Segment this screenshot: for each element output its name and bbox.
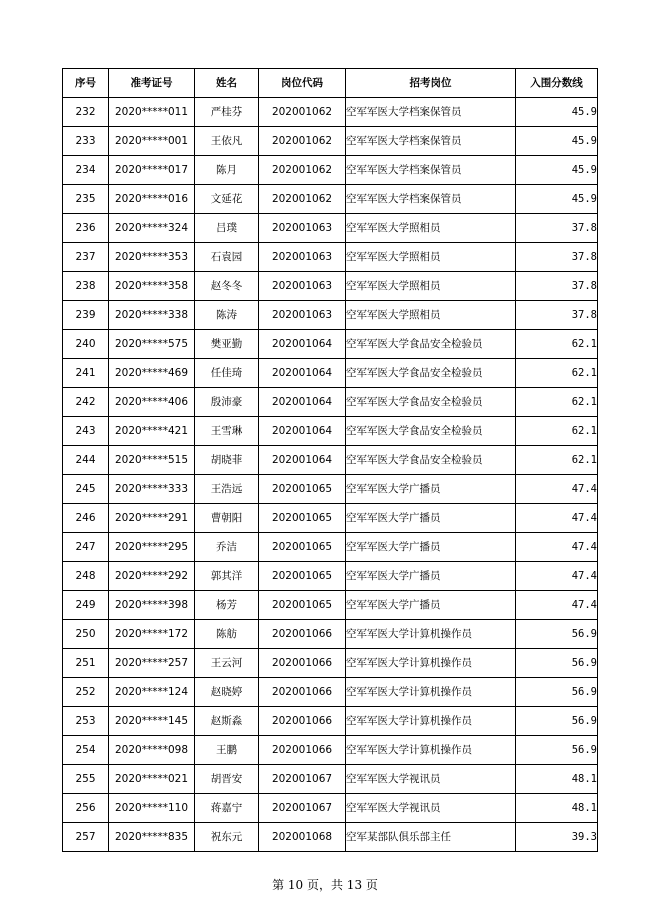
- cell-post: 空军军医大学计算机操作员: [346, 620, 516, 649]
- table-row: [63, 678, 598, 707]
- cell-post-code: 202001064: [259, 446, 346, 475]
- cell-post-code: 202001062: [259, 127, 346, 156]
- cell-post: 空军军医大学食品安全检验员: [346, 359, 516, 388]
- cell-post-code: 202001064: [259, 359, 346, 388]
- cell-name: 文延花: [195, 185, 259, 214]
- cell-seq: 254: [63, 736, 109, 765]
- cell-seq: 240: [63, 330, 109, 359]
- cell-name: 胡晋安: [195, 765, 259, 794]
- header-exam-id: 准考证号: [109, 69, 195, 98]
- cell-seq: 236: [63, 214, 109, 243]
- table-row: [63, 707, 598, 736]
- cell-post: 空军军医大学档案保管员: [346, 185, 516, 214]
- cell-seq: 233: [63, 127, 109, 156]
- cell-exam-id: 2020*****469: [109, 359, 195, 388]
- cell-score-line: 62.1: [516, 330, 598, 359]
- cell-exam-id: 2020*****333: [109, 475, 195, 504]
- cell-name: 殷沛豪: [195, 388, 259, 417]
- cell-name: 王鹏: [195, 736, 259, 765]
- cell-name: 严桂芬: [195, 98, 259, 127]
- cell-seq: 251: [63, 649, 109, 678]
- cell-name: 陈月: [195, 156, 259, 185]
- cell-name: 郭其洋: [195, 562, 259, 591]
- cell-seq: 237: [63, 243, 109, 272]
- cell-score-line: 47.4: [516, 533, 598, 562]
- cell-post: 空军军医大学照相员: [346, 243, 516, 272]
- cell-exam-id: 2020*****172: [109, 620, 195, 649]
- cell-exam-id: 2020*****011: [109, 98, 195, 127]
- cell-post: 空军军医大学档案保管员: [346, 98, 516, 127]
- cell-name: 赵斯淼: [195, 707, 259, 736]
- cell-post: 空军军医大学计算机操作员: [346, 678, 516, 707]
- cell-score-line: 62.1: [516, 359, 598, 388]
- cell-name: 王浩远: [195, 475, 259, 504]
- cell-score-line: 47.4: [516, 504, 598, 533]
- cell-name: 曹朝阳: [195, 504, 259, 533]
- cell-exam-id: 2020*****021: [109, 765, 195, 794]
- cell-exam-id: 2020*****406: [109, 388, 195, 417]
- cell-post: 空军军医大学食品安全检验员: [346, 446, 516, 475]
- table-header-row: [63, 69, 598, 98]
- cell-name: 杨芳: [195, 591, 259, 620]
- cell-name: 樊亚勤: [195, 330, 259, 359]
- cell-post-code: 202001065: [259, 591, 346, 620]
- cell-score-line: 45.9: [516, 156, 598, 185]
- cell-post-code: 202001068: [259, 823, 346, 852]
- cell-post: 空军军医大学计算机操作员: [346, 649, 516, 678]
- cell-post-code: 202001062: [259, 156, 346, 185]
- cell-exam-id: 2020*****358: [109, 272, 195, 301]
- header-post-code: 岗位代码: [259, 69, 346, 98]
- cell-post-code: 202001062: [259, 98, 346, 127]
- cell-score-line: 47.4: [516, 562, 598, 591]
- cell-post-code: 202001063: [259, 243, 346, 272]
- cell-exam-id: 2020*****398: [109, 591, 195, 620]
- table-row: [63, 765, 598, 794]
- cell-seq: 253: [63, 707, 109, 736]
- cell-exam-id: 2020*****324: [109, 214, 195, 243]
- cell-exam-id: 2020*****515: [109, 446, 195, 475]
- cell-score-line: 37.8: [516, 243, 598, 272]
- cell-seq: 255: [63, 765, 109, 794]
- cell-exam-id: 2020*****421: [109, 417, 195, 446]
- cell-exam-id: 2020*****338: [109, 301, 195, 330]
- cell-name: 王云河: [195, 649, 259, 678]
- cell-score-line: 56.9: [516, 707, 598, 736]
- cell-score-line: 62.1: [516, 446, 598, 475]
- cell-seq: 248: [63, 562, 109, 591]
- cell-name: 赵冬冬: [195, 272, 259, 301]
- cell-post-code: 202001066: [259, 649, 346, 678]
- table-row: [63, 127, 598, 156]
- cell-exam-id: 2020*****257: [109, 649, 195, 678]
- table-row: [63, 794, 598, 823]
- cell-name: 乔洁: [195, 533, 259, 562]
- cell-post: 空军军医大学广播员: [346, 562, 516, 591]
- cell-score-line: 48.1: [516, 765, 598, 794]
- cell-post: 空军军医大学照相员: [346, 272, 516, 301]
- cell-post: 空军军医大学计算机操作员: [346, 707, 516, 736]
- cell-score-line: 56.9: [516, 649, 598, 678]
- cell-score-line: 37.8: [516, 301, 598, 330]
- cell-seq: 234: [63, 156, 109, 185]
- table-row: [63, 417, 598, 446]
- table-row: [63, 591, 598, 620]
- cell-post: 空军军医大学广播员: [346, 533, 516, 562]
- cell-seq: 250: [63, 620, 109, 649]
- cell-seq: 242: [63, 388, 109, 417]
- cell-seq: 249: [63, 591, 109, 620]
- cell-exam-id: 2020*****575: [109, 330, 195, 359]
- cell-post-code: 202001065: [259, 475, 346, 504]
- cell-score-line: 45.9: [516, 98, 598, 127]
- cell-post: 空军军医大学档案保管员: [346, 127, 516, 156]
- score-table: [62, 68, 598, 852]
- cell-post: 空军军医大学食品安全检验员: [346, 330, 516, 359]
- cell-name: 赵晓婷: [195, 678, 259, 707]
- cell-name: 王雪琳: [195, 417, 259, 446]
- cell-score-line: 56.9: [516, 678, 598, 707]
- cell-score-line: 62.1: [516, 417, 598, 446]
- cell-post-code: 202001064: [259, 388, 346, 417]
- cell-name: 陈涛: [195, 301, 259, 330]
- cell-exam-id: 2020*****353: [109, 243, 195, 272]
- cell-exam-id: 2020*****017: [109, 156, 195, 185]
- table-row: [63, 649, 598, 678]
- cell-name: 蒋嘉宁: [195, 794, 259, 823]
- table-row: [63, 620, 598, 649]
- cell-post-code: 202001062: [259, 185, 346, 214]
- table-row: [63, 475, 598, 504]
- cell-post: 空军军医大学档案保管员: [346, 156, 516, 185]
- cell-post: 空军军医大学广播员: [346, 591, 516, 620]
- header-post: 招考岗位: [346, 69, 516, 98]
- cell-name: 王依凡: [195, 127, 259, 156]
- cell-seq: 244: [63, 446, 109, 475]
- cell-name: 胡晓菲: [195, 446, 259, 475]
- cell-exam-id: 2020*****016: [109, 185, 195, 214]
- table-row: [63, 214, 598, 243]
- table-body: [63, 98, 598, 852]
- cell-post-code: 202001067: [259, 765, 346, 794]
- cell-post-code: 202001064: [259, 330, 346, 359]
- cell-exam-id: 2020*****110: [109, 794, 195, 823]
- cell-score-line: 45.9: [516, 185, 598, 214]
- cell-post-code: 202001063: [259, 301, 346, 330]
- cell-score-line: 47.4: [516, 475, 598, 504]
- cell-post: 空军军医大学照相员: [346, 301, 516, 330]
- cell-exam-id: 2020*****124: [109, 678, 195, 707]
- cell-name: 吕璞: [195, 214, 259, 243]
- cell-seq: 256: [63, 794, 109, 823]
- cell-post: 空军军医大学广播员: [346, 475, 516, 504]
- table-row: [63, 533, 598, 562]
- cell-seq: 235: [63, 185, 109, 214]
- cell-post-code: 202001065: [259, 533, 346, 562]
- cell-seq: 239: [63, 301, 109, 330]
- table-row: [63, 185, 598, 214]
- cell-post-code: 202001066: [259, 620, 346, 649]
- table-row: [63, 156, 598, 185]
- table-row: [63, 736, 598, 765]
- cell-post-code: 202001066: [259, 736, 346, 765]
- cell-post: 空军军医大学视讯员: [346, 765, 516, 794]
- cell-post-code: 202001066: [259, 707, 346, 736]
- cell-score-line: 37.8: [516, 214, 598, 243]
- cell-seq: 243: [63, 417, 109, 446]
- cell-post: 空军军医大学照相员: [346, 214, 516, 243]
- cell-score-line: 47.4: [516, 591, 598, 620]
- cell-post-code: 202001066: [259, 678, 346, 707]
- cell-seq: 241: [63, 359, 109, 388]
- table-row: [63, 446, 598, 475]
- cell-score-line: 37.8: [516, 272, 598, 301]
- cell-post-code: 202001065: [259, 504, 346, 533]
- cell-post-code: 202001063: [259, 214, 346, 243]
- cell-post: 空军军医大学食品安全检验员: [346, 417, 516, 446]
- header-score-line: 入围分数线: [516, 69, 598, 98]
- cell-score-line: 39.3: [516, 823, 598, 852]
- cell-score-line: 45.9: [516, 127, 598, 156]
- cell-seq: 252: [63, 678, 109, 707]
- cell-seq: 257: [63, 823, 109, 852]
- cell-exam-id: 2020*****291: [109, 504, 195, 533]
- cell-post: 空军军医大学计算机操作员: [346, 736, 516, 765]
- cell-seq: 247: [63, 533, 109, 562]
- table-row: [63, 359, 598, 388]
- cell-name: 任佳琦: [195, 359, 259, 388]
- table-row: [63, 823, 598, 852]
- cell-post: 空军军医大学视讯员: [346, 794, 516, 823]
- cell-exam-id: 2020*****292: [109, 562, 195, 591]
- table-row: [63, 562, 598, 591]
- cell-post: 空军军医大学食品安全检验员: [346, 388, 516, 417]
- table-row: [63, 272, 598, 301]
- page-footer: 第 10 页，共 13 页: [272, 878, 378, 892]
- cell-score-line: 48.1: [516, 794, 598, 823]
- table-row: [63, 98, 598, 127]
- cell-name: 祝东元: [195, 823, 259, 852]
- table-row: [63, 504, 598, 533]
- cell-seq: 246: [63, 504, 109, 533]
- cell-exam-id: 2020*****098: [109, 736, 195, 765]
- cell-exam-id: 2020*****835: [109, 823, 195, 852]
- cell-post-code: 202001067: [259, 794, 346, 823]
- cell-exam-id: 2020*****295: [109, 533, 195, 562]
- cell-seq: 232: [63, 98, 109, 127]
- cell-post-code: 202001065: [259, 562, 346, 591]
- header-seq: 序号: [63, 69, 109, 98]
- table-row: [63, 243, 598, 272]
- table-row: [63, 301, 598, 330]
- table-row: [63, 330, 598, 359]
- table-row: [63, 388, 598, 417]
- cell-post: 空军军医大学广播员: [346, 504, 516, 533]
- cell-post: 空军某部队俱乐部主任: [346, 823, 516, 852]
- cell-exam-id: 2020*****001: [109, 127, 195, 156]
- cell-score-line: 56.9: [516, 736, 598, 765]
- cell-name: 陈舫: [195, 620, 259, 649]
- header-name: 姓名: [195, 69, 259, 98]
- cell-post-code: 202001064: [259, 417, 346, 446]
- cell-exam-id: 2020*****145: [109, 707, 195, 736]
- cell-post-code: 202001063: [259, 272, 346, 301]
- cell-name: 石袁园: [195, 243, 259, 272]
- cell-score-line: 62.1: [516, 388, 598, 417]
- cell-score-line: 56.9: [516, 620, 598, 649]
- cell-seq: 245: [63, 475, 109, 504]
- cell-seq: 238: [63, 272, 109, 301]
